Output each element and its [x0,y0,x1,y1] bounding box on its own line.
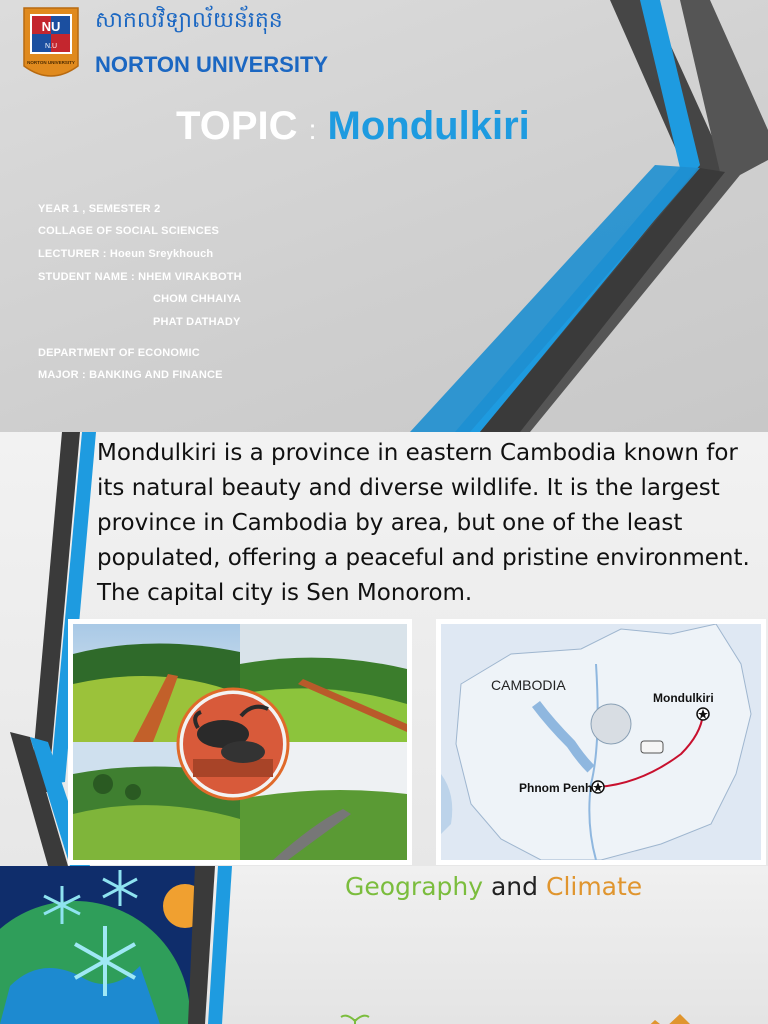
info-year: YEAR 1 , SEMESTER 2 [38,203,161,215]
topic-separator: : [308,114,317,145]
info-student-2: CHOM CHHAIYA [153,293,242,305]
title-geography: Geography [345,872,484,901]
topic-heading [176,104,530,149]
info-major: MAJOR : BANKING AND FINANCE [38,369,223,381]
info-student-3: PHAT DATHADY [153,316,241,328]
logo-letters: NU [41,19,61,34]
logo-sub: N.U [44,43,58,50]
info-department: DEPARTMENT OF ECONOMIC [38,347,200,359]
title-and: and [490,872,539,901]
section-title [345,872,642,901]
landscape-collage-image [68,619,412,865]
info-college: COLLAGE OF SOCIAL SCIENCES [38,225,220,237]
university-logo [22,4,80,86]
university-name: NORTON UNIVERSITY [95,52,329,77]
mountain-icon [640,1014,700,1024]
province-description: Mondulkiri is a province in eastern Cambodia known for its natural beauty and diverse wildlife. It is the largest province in Cambodia by area, but one of the least populated, offering a peaceful and pristine environment. The capital city is Sen Monorom. [97,440,750,606]
logo-caption: NORTON UNIVERSITY [27,60,75,65]
geography-slide [0,866,768,1024]
overview-slide [0,432,768,866]
title-slide [0,0,768,432]
map-destination-label: Mondulkiri [653,691,714,705]
map-country-label: CAMBODIA [491,677,566,693]
sprout-icon [335,1011,375,1024]
topic-value: Mondulkiri [327,104,530,148]
khmer-university-name: សាកលវិទ្យាល័យន័រតុន [95,8,283,33]
globe-snowflake-image [0,866,240,1024]
route-map-image [436,619,766,865]
topic-label: TOPIC [176,104,298,148]
info-lecturer: LECTURER : Hoeun Sreykhouch [38,248,214,260]
map-origin-label: Phnom Penh [519,781,593,795]
info-student-1: STUDENT NAME : NHEM VIRAKBOTH [38,271,242,283]
title-climate: Climate [545,872,643,901]
